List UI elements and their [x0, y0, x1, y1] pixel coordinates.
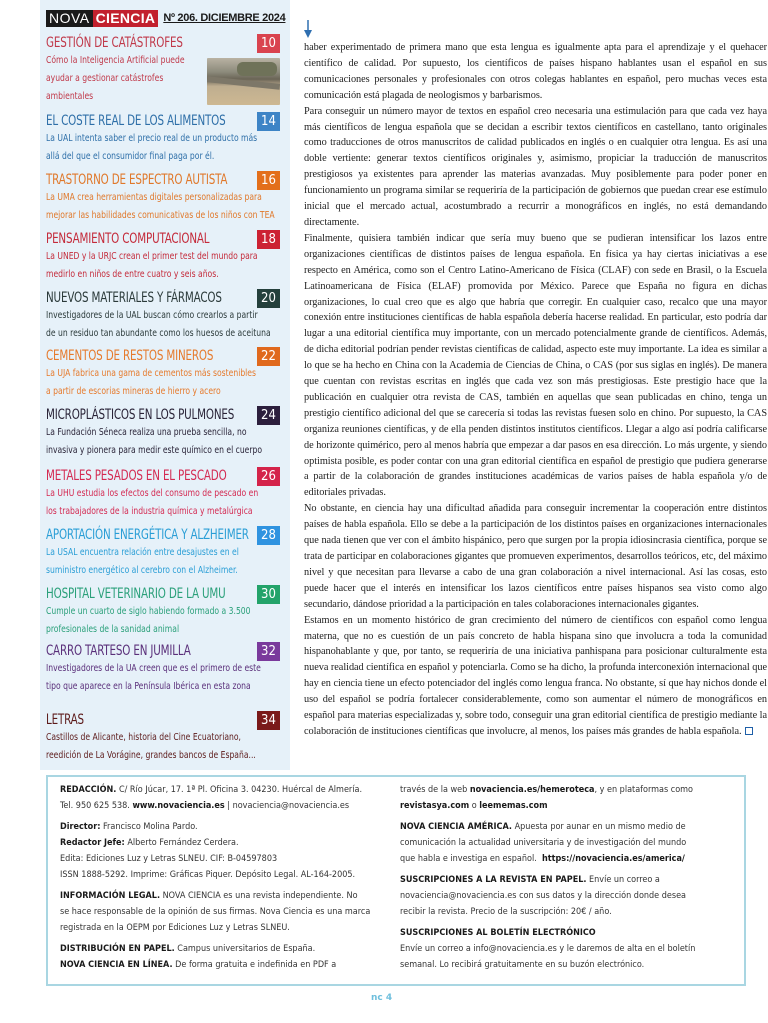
email-link[interactable]: novaciencia@novaciencia.es — [232, 801, 350, 811]
toc-page-badge[interactable]: 10 — [257, 34, 280, 53]
credits-box — [46, 775, 746, 986]
revistasya-link[interactable]: revistasya.com — [400, 801, 470, 811]
toc-entry[interactable] — [46, 112, 280, 166]
toc-entry[interactable] — [46, 406, 280, 460]
toc-entry-description: los trabajadores de la industria química y metalúrgica — [46, 506, 253, 517]
subscription-label: SUSCRIPCIONES A LA REVISTA EN PAPEL. — [400, 875, 587, 885]
toc-entry-title[interactable]: PENSAMIENTO COMPUTACIONAL — [46, 231, 210, 247]
website-link[interactable]: www.novaciencia.es — [132, 801, 225, 811]
newsletter-label: SUSCRIPCIONES AL BOLETÍN ELECTRÓNICO — [400, 928, 596, 938]
america-link[interactable]: https://novaciencia.es/america/ — [541, 854, 685, 864]
thumbnail-trees — [237, 62, 277, 76]
toc-entry-description: Castillos de Alicante, historia del Cine Ecuatoriano, — [46, 732, 241, 743]
leememas-link[interactable]: leememas.com — [479, 801, 548, 811]
editor-in-chief-name: Alberto Fernández Cerdera. — [127, 838, 239, 848]
toc-entry-description: La UNED y la URJC crean el primer test del mundo para — [46, 251, 258, 262]
distribution-label: DISTRIBUCIÓN EN PAPEL. — [60, 944, 175, 954]
toc-page-badge[interactable]: 24 — [257, 406, 280, 425]
toc-entry-title[interactable]: NUEVOS MATERIALES Y FÁRMACOS — [46, 290, 222, 306]
online-text-2a: través de la web — [400, 785, 468, 795]
article-paragraph: haber experimentado de primera mano que esta lengua es igualmente apta para el aprendizaje y el quehacer científico de calidad. Por supuesto, los científicos de países hispano hablantes usan el español en sus comunicaciones personales y profesionales con otros colegas hablantes en español, pero muchas veces esta comunicación está plagada de neologismos y barbarismos. — [304, 42, 767, 101]
toc-entry[interactable] — [46, 467, 280, 521]
toc-entry-description: invasiva y pionera para medir este químico en el cuerpo — [46, 445, 263, 456]
america-text-2: comunicación la actualidad universitaria y de investigación del mundo — [400, 838, 687, 848]
redaccion-label: REDACCIÓN. — [60, 785, 117, 795]
america-text-1: Apuesta por aunar en un mismo medio de — [514, 822, 686, 832]
toc-page-badge[interactable]: 16 — [257, 171, 280, 190]
toc-entry-description: Investigadores de la UA creen que es el primero de este — [46, 663, 261, 674]
toc-entry-description: mejorar las habilidades comunicativas de los niños con TEA — [46, 210, 275, 221]
toc-entry-description: ambientales — [46, 91, 94, 102]
toc-entry-description: de un residuo tan abundante como los huesos de aceituna — [46, 328, 271, 339]
toc-entry-description: ayudar a gestionar catástrofes — [46, 73, 164, 84]
toc-page-badge[interactable]: 32 — [257, 642, 280, 661]
toc-entry-description: a partir de escorias mineras de hierro y acero — [46, 386, 221, 397]
legal-text-3: registrada en la OEPM por Ediciones Luz y Letras SLNEU. — [60, 923, 290, 933]
toc-entry-title[interactable]: HOSPITAL VETERINARIO DE LA UMU — [46, 586, 226, 602]
toc-entry-title[interactable]: TRASTORNO DE ESPECTRO AUTISTA — [46, 172, 228, 188]
online-text: De forma gratuita e indefinida en PDF a — [175, 960, 337, 970]
toc-entry-title[interactable]: CARRO TARTESO EN JUMILLA — [46, 643, 191, 659]
toc-entry-description: reedición de La Vorágine, grandes bancos de España... — [46, 750, 256, 761]
toc-page-badge[interactable]: 26 — [257, 467, 280, 486]
toc-entry-description: La USAL encuentra relación entre desajustes en el — [46, 547, 239, 558]
article-paragraph-last — [304, 613, 767, 740]
article-paragraph: Finalmente, quisiera también indicar que sería muy bueno que se pudieran intensificar los lazos entre organizaciones científicas de distintos países de lengua española. En física ya hay ciertas iniciativas a ese respecto en América, como son el Centro Latino-Americano de Física (CLAF) con sede en Brasil, o la Escuela Latinoamericana de Física (ELAF) promovida por México. Parece que España no figura en dichas organizaciones, lo cual creo que es algo que habría que corregir. En cualquier caso, recalco que una mayor conexión entre instituciones científicas de habla española debería hacerse realidad. En particular, esto podría dar lugar a una editorial científica muy importante, con un mercado potencialmente grande de científicos. Además, de dicha editorial podrían pender revistas científicas de calidad, aspecto este muy importante. La idea es similar a lo que se ha hecho en China con la Academia de Ciencias de China, o CAS (por sus siglas en inglés). De manera que cuentan con revistas escritas en inglés que cada vez son más prestigiosas. Este prestigio hace que la publicación en cualquier otra revista de CAS, también en aquellas que sean publicadas en chino, tenga un prestigio científico adicional del que se carecería si todas las revistas fuesen solo en chino. Por supuesto, la CAS organiza reuniones científicas, y de ella penden distintos institutos científicos. Llegar a algo así podría calificarse de horizonte quimérico, pero al menos habría que empezar a dar pasos en esa dirección. Lo más urgente, y siendo optimista posible, es poder contar con una gran editorial científica en español de prestigio que pudiera generarse a partir de la colaboración de grandes instituciones académicas de varios países de habla española y/o de editoriales privadas. — [304, 232, 767, 499]
legal-label: INFORMACIÓN LEGAL. — [60, 891, 161, 901]
toc-entry[interactable] — [46, 642, 280, 696]
logo-ciencia: CIENCIA — [93, 10, 159, 27]
toc-entry[interactable] — [46, 347, 280, 401]
distribution-text: Campus universitarios de España. — [177, 944, 316, 954]
separator: | — [227, 801, 231, 811]
legal-text-2: se hace responsable de la opinión de sus firmas. Nova Ciencia es una marca — [60, 907, 371, 917]
article-paragraph-text: Estamos en un momento histórico de gran crecimiento del número de científicos con español como lengua materna, que no es cuestión de un país concreto de habla hispana sino que involucra a toda la comunidad hispanohablante y que, por tanto, se requeriría de una iniciativa panhispana para posicionar culturalmente esta nueva realidad científica en español y potenciarla. Como se ha dicho, la profunda interconexión internacional que hay en ciencia tiene un efecto potenciador del inglés como lengua franca. No obstante, sí que hay nichos donde el uso del español se podría fortalecer considerablemente, como son aumentar el número de monográficos en español para materias especializadas y, sobre todo, conseguir una gran editorial científica de prestigio mediante la colaboración de instituciones científicas que involucre, al menos, los países más grandes de habla española. — [304, 614, 767, 737]
toc-entry[interactable] — [46, 289, 280, 343]
newsletter-text-1: Envíe un correo a info@novaciencia.es y le daremos de alta en el boletín — [400, 944, 696, 954]
america-label: NOVA CIENCIA AMÉRICA. — [400, 822, 513, 832]
toc-entry-title[interactable]: METALES PESADOS EN EL PESCADO — [46, 468, 227, 484]
toc-page-badge[interactable]: 18 — [257, 230, 280, 249]
hemeroteca-link[interactable]: novaciencia.es/hemeroteca — [469, 785, 595, 795]
credits-right-column — [400, 782, 735, 978]
nova-ciencia-logo — [46, 10, 158, 27]
redaccion-address: C/ Río Júcar, 17. 1ª Pl. Oficina 3. 04230. Huércal de Almería. — [118, 785, 363, 795]
toc-entry-description: medirlo en niños de entre cuatro y seis años. — [46, 269, 219, 280]
america-text-3: que habla e investiga en español. — [400, 854, 537, 864]
thumbnail-bridge — [207, 76, 280, 90]
toc-entry-title[interactable]: CEMENTOS DE RESTOS MINEROS — [46, 348, 214, 364]
subscription-text-1: Envíe un correo a — [589, 875, 660, 885]
newsletter-text-2: semanal. Lo recibirá gratuitamente en su buzón electrónico. — [400, 960, 645, 970]
online-text-2b: , y en plataformas como — [594, 785, 694, 795]
director-label: Director: — [60, 822, 101, 832]
toc-entry-description: La UJA fabrica una gama de cementos más sostenibles — [46, 368, 257, 379]
director-name: Francisco Molina Pardo. — [103, 822, 198, 832]
publisher-info: Edita: Ediciones Luz y Letras SLNEU. CIF: B-04597803 — [60, 854, 278, 864]
or-text: o — [471, 801, 477, 811]
end-of-article-square-icon — [745, 727, 753, 735]
toc-entry-description: La UHU estudia los efectos del consumo de pescado en — [46, 488, 259, 499]
toc-entry-title[interactable]: MICROPLÁSTICOS EN LOS PULMONES — [46, 407, 235, 423]
legal-text-1: NOVA CIENCIA es una revista independiente. No — [162, 891, 358, 901]
toc-page-badge[interactable]: 14 — [257, 112, 280, 131]
toc-entry-description: tipo que aparece en la Península Ibérica en esta zona — [46, 681, 251, 692]
toc-entry-title[interactable]: APORTACIÓN ENERGÉTICA Y ALZHEIMER — [46, 527, 249, 543]
toc-entry[interactable] — [46, 526, 280, 580]
article-paragraph: No obstante, en ciencia hay una dificultad añadida para conseguir incrementar la cooperación entre distintos países de habla española. Ello se debe a la participación de los distintos países en organizaciones internacionales que nada tienen que ver con el ámbito hispánico, pero que surgen por la propia idiosincrasia científica, porque se trata de participar en colaboraciones gigantes que promueven experimentos, desarrollos teóricos, etc, del máximo nivel y que necesitan para llevarse a cabo de una gran colaboración a nivel internacional. Así las cosas, esto puede hacer que el interés en intensificar los lazos científicos entre países hispanos sea visto como algo secundario, dándose prioridad a la participación en tales colaboraciones internacionales gigantes. — [304, 503, 767, 610]
toc-entry-description: profesionales de la sanidad animal — [46, 624, 180, 635]
flood-bridge-thumbnail-image — [207, 58, 280, 105]
toc-entry-description: suministro energético al cerebro con el Alzheimer. — [46, 565, 238, 576]
toc-entry-description: Investigadores de la UAL buscan cómo crearlos a partir — [46, 310, 258, 321]
online-label: NOVA CIENCIA EN LÍNEA. — [60, 960, 173, 970]
toc-page-badge[interactable]: 20 — [257, 289, 280, 308]
credits-left-column — [60, 782, 395, 978]
editor-in-chief-label: Redactor Jefe: — [60, 838, 125, 848]
toc-entry[interactable] — [46, 34, 280, 106]
toc-entry[interactable] — [46, 230, 280, 284]
telephone: Tel. 950 625 538. — [60, 801, 130, 811]
toc-entry-description: Cómo la Inteligencia Artificial puede — [46, 55, 185, 66]
page-number: nc 4 — [371, 993, 393, 1003]
toc-entry-description: Cumple un cuarto de siglo habiendo formado a 3.500 — [46, 606, 251, 617]
article-body — [304, 40, 767, 740]
toc-page-badge[interactable]: 28 — [257, 526, 280, 545]
continue-arrow-icon — [304, 20, 312, 38]
toc-entry-description: La UMA crea herramientas digitales personalizadas para — [46, 192, 262, 203]
toc-page-badge[interactable]: 22 — [257, 347, 280, 366]
toc-entry[interactable] — [46, 585, 280, 639]
toc-entry[interactable] — [46, 711, 280, 765]
masthead — [46, 8, 285, 28]
issue-number: Nº 206. DICIEMBRE 2024 — [163, 12, 286, 24]
article-paragraph: Para conseguir un número mayor de textos en español creo necesaria una estimulación para que cada vez haya más científicos de lengua española que se decidan a escribir textos científicos en castellano, tanto originales como traducciones de otros manuscritos de calidad publicados en inglés o en cualquier otra lengua. Es así una doble vertiente: generar textos científicos originales y, asimismo, propiciar la traducción de manuscritos prestigiosos ya existentes para aprender las materias avanzadas. Muy posiblemente para poder poner en funcionamiento un programa similar se requeriría de la participación de gobiernos que puedan crear ese estímulo inicial que el mercado actual, acostumbrado a recurrir a monográficos en inglés, no está demandando directamente. — [304, 105, 767, 228]
toc-page-badge[interactable]: 34 — [257, 711, 280, 730]
table-of-contents-sidebar — [40, 0, 290, 770]
toc-page-badge[interactable]: 30 — [257, 585, 280, 604]
toc-entry-description: allá del que el consumidor final paga por él. — [46, 151, 215, 162]
toc-entry-description: La Fundación Séneca realiza una prueba sencilla, no — [46, 427, 247, 438]
toc-entry-title[interactable]: LETRAS — [46, 712, 84, 728]
toc-entry-description: La UAL intenta saber el precio real de un producto más — [46, 133, 258, 144]
issn-info: ISSN 1888-5292. Imprime: Gráficas Piquer. Depósito Legal. AL-164-2005. — [60, 870, 356, 880]
toc-entry-title[interactable]: EL COSTE REAL DE LOS ALIMENTOS — [46, 113, 226, 129]
logo-nova: NOVA — [49, 9, 90, 26]
subscription-text-3: recibir la revista. Precio de la suscripción: 20€ / año. — [400, 907, 612, 917]
toc-entry[interactable] — [46, 171, 280, 225]
subscription-text-2: novaciencia@novaciencia.es con sus datos y la dirección donde desea — [400, 891, 687, 901]
toc-entry-title[interactable]: GESTIÓN DE CATÁSTROFES — [46, 35, 183, 51]
